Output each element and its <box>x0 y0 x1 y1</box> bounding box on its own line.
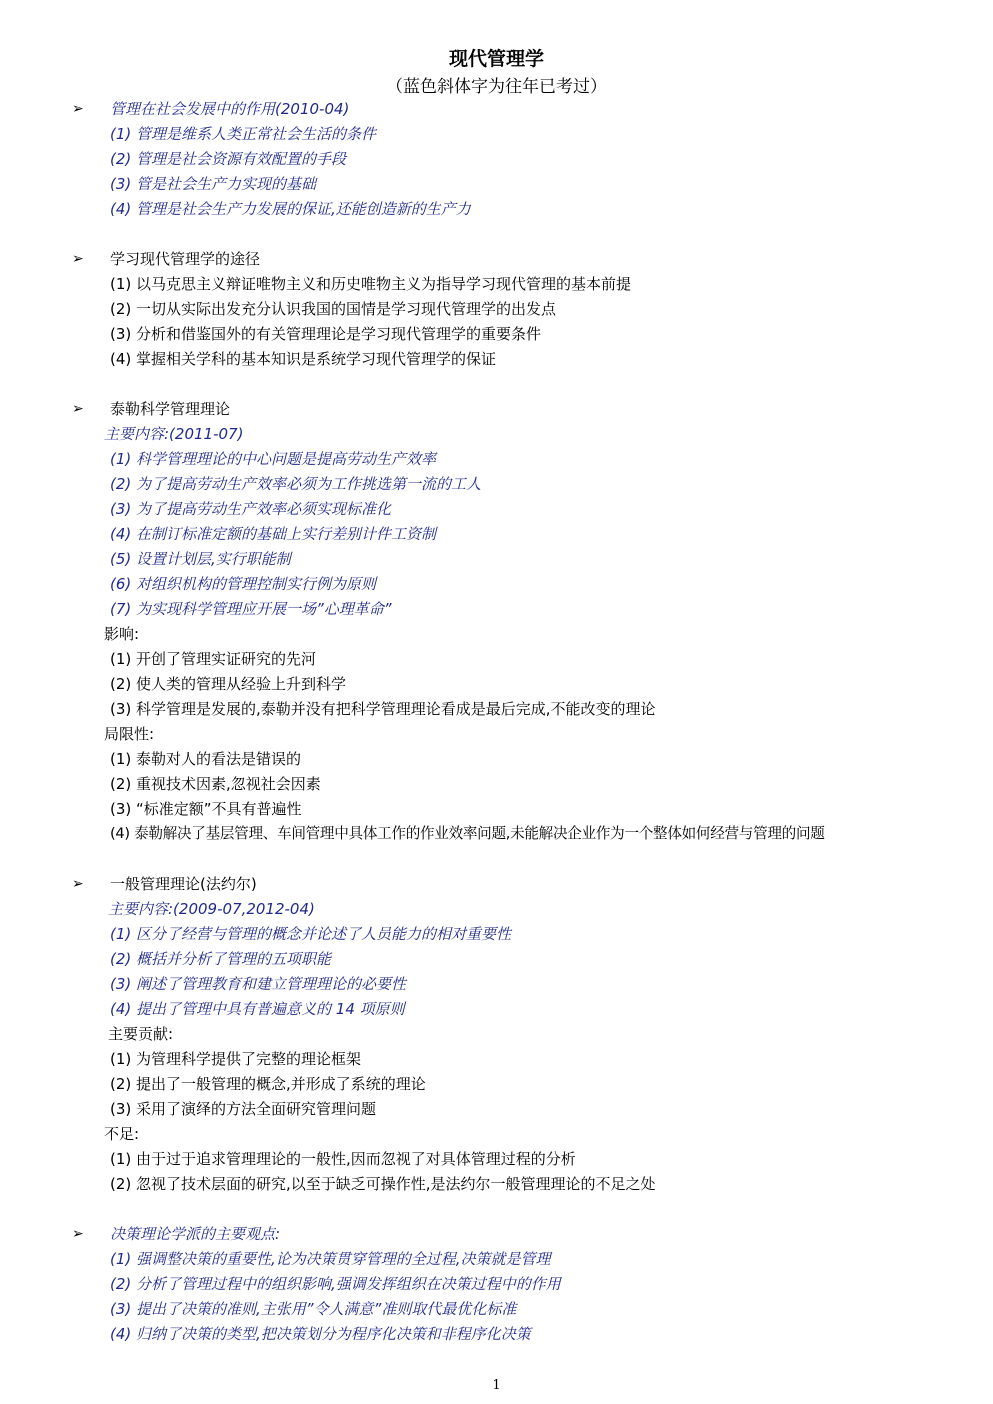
page-subtitle: （蓝色斜体字为往年已考过） <box>386 77 607 97</box>
arrow-bullet-icon: ➢ <box>72 101 84 117</box>
list-item: (7) 为实现科学管理应开展一场”心理革命” <box>110 600 392 618</box>
subsection-label: 局限性: <box>104 725 155 743</box>
list-item: (2) 重视技术因素,忽视社会因素 <box>110 775 321 793</box>
list-item: (2) 分析了管理过程中的组织影响,强调发挥组织在决策过程中的作用 <box>110 1275 561 1293</box>
list-item: (1) 以马克思主义辩证唯物主义和历史唯物主义为指导学习现代管理的基本前提 <box>110 275 632 293</box>
section-heading: 管理在社会发展中的作用(2010-04) <box>110 100 350 118</box>
list-item: (2) 一切从实际出发充分认识我国的国情是学习现代管理学的出发点 <box>110 300 557 318</box>
list-item: (4) 提出了管理中具有普遍意义的 14 项原则 <box>110 1000 405 1018</box>
list-item: (4) 管理是社会生产力发展的保证,还能创造新的生产力 <box>110 200 471 218</box>
page-title: 现代管理学 <box>448 48 544 70</box>
list-item: (1) 管理是维系人类正常社会生活的条件 <box>110 125 377 143</box>
section-heading: 决策理论学派的主要观点: <box>110 1225 281 1243</box>
list-item: (5) 设置计划层,实行职能制 <box>110 550 291 568</box>
list-item: (4) 掌握相关学科的基本知识是系统学习现代管理学的保证 <box>110 350 497 368</box>
arrow-bullet-icon: ➢ <box>72 401 84 417</box>
list-item: (3) 提出了决策的准则,主张用”令人满意”准则取代最优化标准 <box>110 1300 517 1318</box>
list-item: (3) “标准定额”不具有普遍性 <box>110 800 302 818</box>
list-item: (2) 管理是社会资源有效配置的手段 <box>110 150 347 168</box>
list-item: (4) 归纳了决策的类型,把决策划分为程序化决策和非程序化决策 <box>110 1325 531 1343</box>
page-number: 1 <box>492 1378 501 1393</box>
list-item: (3) 采用了演绎的方法全面研究管理问题 <box>110 1100 377 1118</box>
list-item: (2) 提出了一般管理的概念,并形成了系统的理论 <box>110 1075 426 1093</box>
list-item: (3) 管是社会生产力实现的基础 <box>110 175 317 193</box>
list-item: (1) 强调整决策的重要性,论为决策贯穿管理的全过程,决策就是管理 <box>110 1250 551 1268</box>
list-item: (6) 对组织机构的管理控制实行例为原则 <box>110 575 377 593</box>
list-item: (3) 分析和借鉴国外的有关管理理论是学习现代管理学的重要条件 <box>110 325 542 343</box>
arrow-bullet-icon: ➢ <box>72 251 84 267</box>
list-item: (2) 忽视了技术层面的研究,以至于缺乏可操作性,是法约尔一般管理理论的不足之处 <box>110 1175 656 1193</box>
section-heading: 学习现代管理学的途径 <box>110 250 261 268</box>
list-item: (4) 在制订标准定额的基础上实行差别计件工资制 <box>110 525 437 543</box>
subsection-label: 影响: <box>104 625 140 643</box>
list-item: (1) 泰勒对人的看法是错误的 <box>110 750 302 768</box>
list-item: (3) 科学管理是发展的,泰勒并没有把科学管理理论看成是最后完成,不能改变的理论 <box>110 700 656 718</box>
subsection-label: 主要内容:(2011-07) <box>104 425 244 443</box>
list-item: (1) 开创了管理实证研究的先河 <box>110 650 317 668</box>
arrow-bullet-icon: ➢ <box>72 1226 84 1242</box>
arrow-bullet-icon: ➢ <box>72 876 84 892</box>
subsection-label: 主要贡献: <box>108 1025 174 1043</box>
section-heading: 泰勒科学管理理论 <box>110 400 231 418</box>
list-item: (1) 由于过于追求管理理论的一般性,因而忽视了对具体管理过程的分析 <box>110 1150 576 1168</box>
list-item: (2) 概括并分析了管理的五项职能 <box>110 950 332 968</box>
list-item: (1) 区分了经营与管理的概念并论述了人员能力的相对重要性 <box>110 925 512 943</box>
list-item: (1) 科学管理理论的中心问题是提高劳动生产效率 <box>110 450 437 468</box>
list-item: (3) 阐述了管理教育和建立管理理论的必要性 <box>110 975 407 993</box>
list-item: (4) 泰勒解决了基层管理、车间管理中具体工作的作业效率问题,未能解决企业作为一个整体如何经营与管理的问题 <box>110 825 825 842</box>
subsection-label: 主要内容:(2009-07,2012-04) <box>108 900 315 918</box>
list-item: (2) 为了提高劳动生产效率必须为工作挑选第一流的工人 <box>110 475 482 493</box>
list-item: (2) 使人类的管理从经验上升到科学 <box>110 675 347 693</box>
list-item: (1) 为管理科学提供了完整的理论框架 <box>110 1050 362 1068</box>
section-heading: 一般管理理论(法约尔) <box>110 875 257 893</box>
list-item: (3) 为了提高劳动生产效率必须实现标准化 <box>110 500 392 518</box>
subsection-label: 不足: <box>104 1125 140 1143</box>
